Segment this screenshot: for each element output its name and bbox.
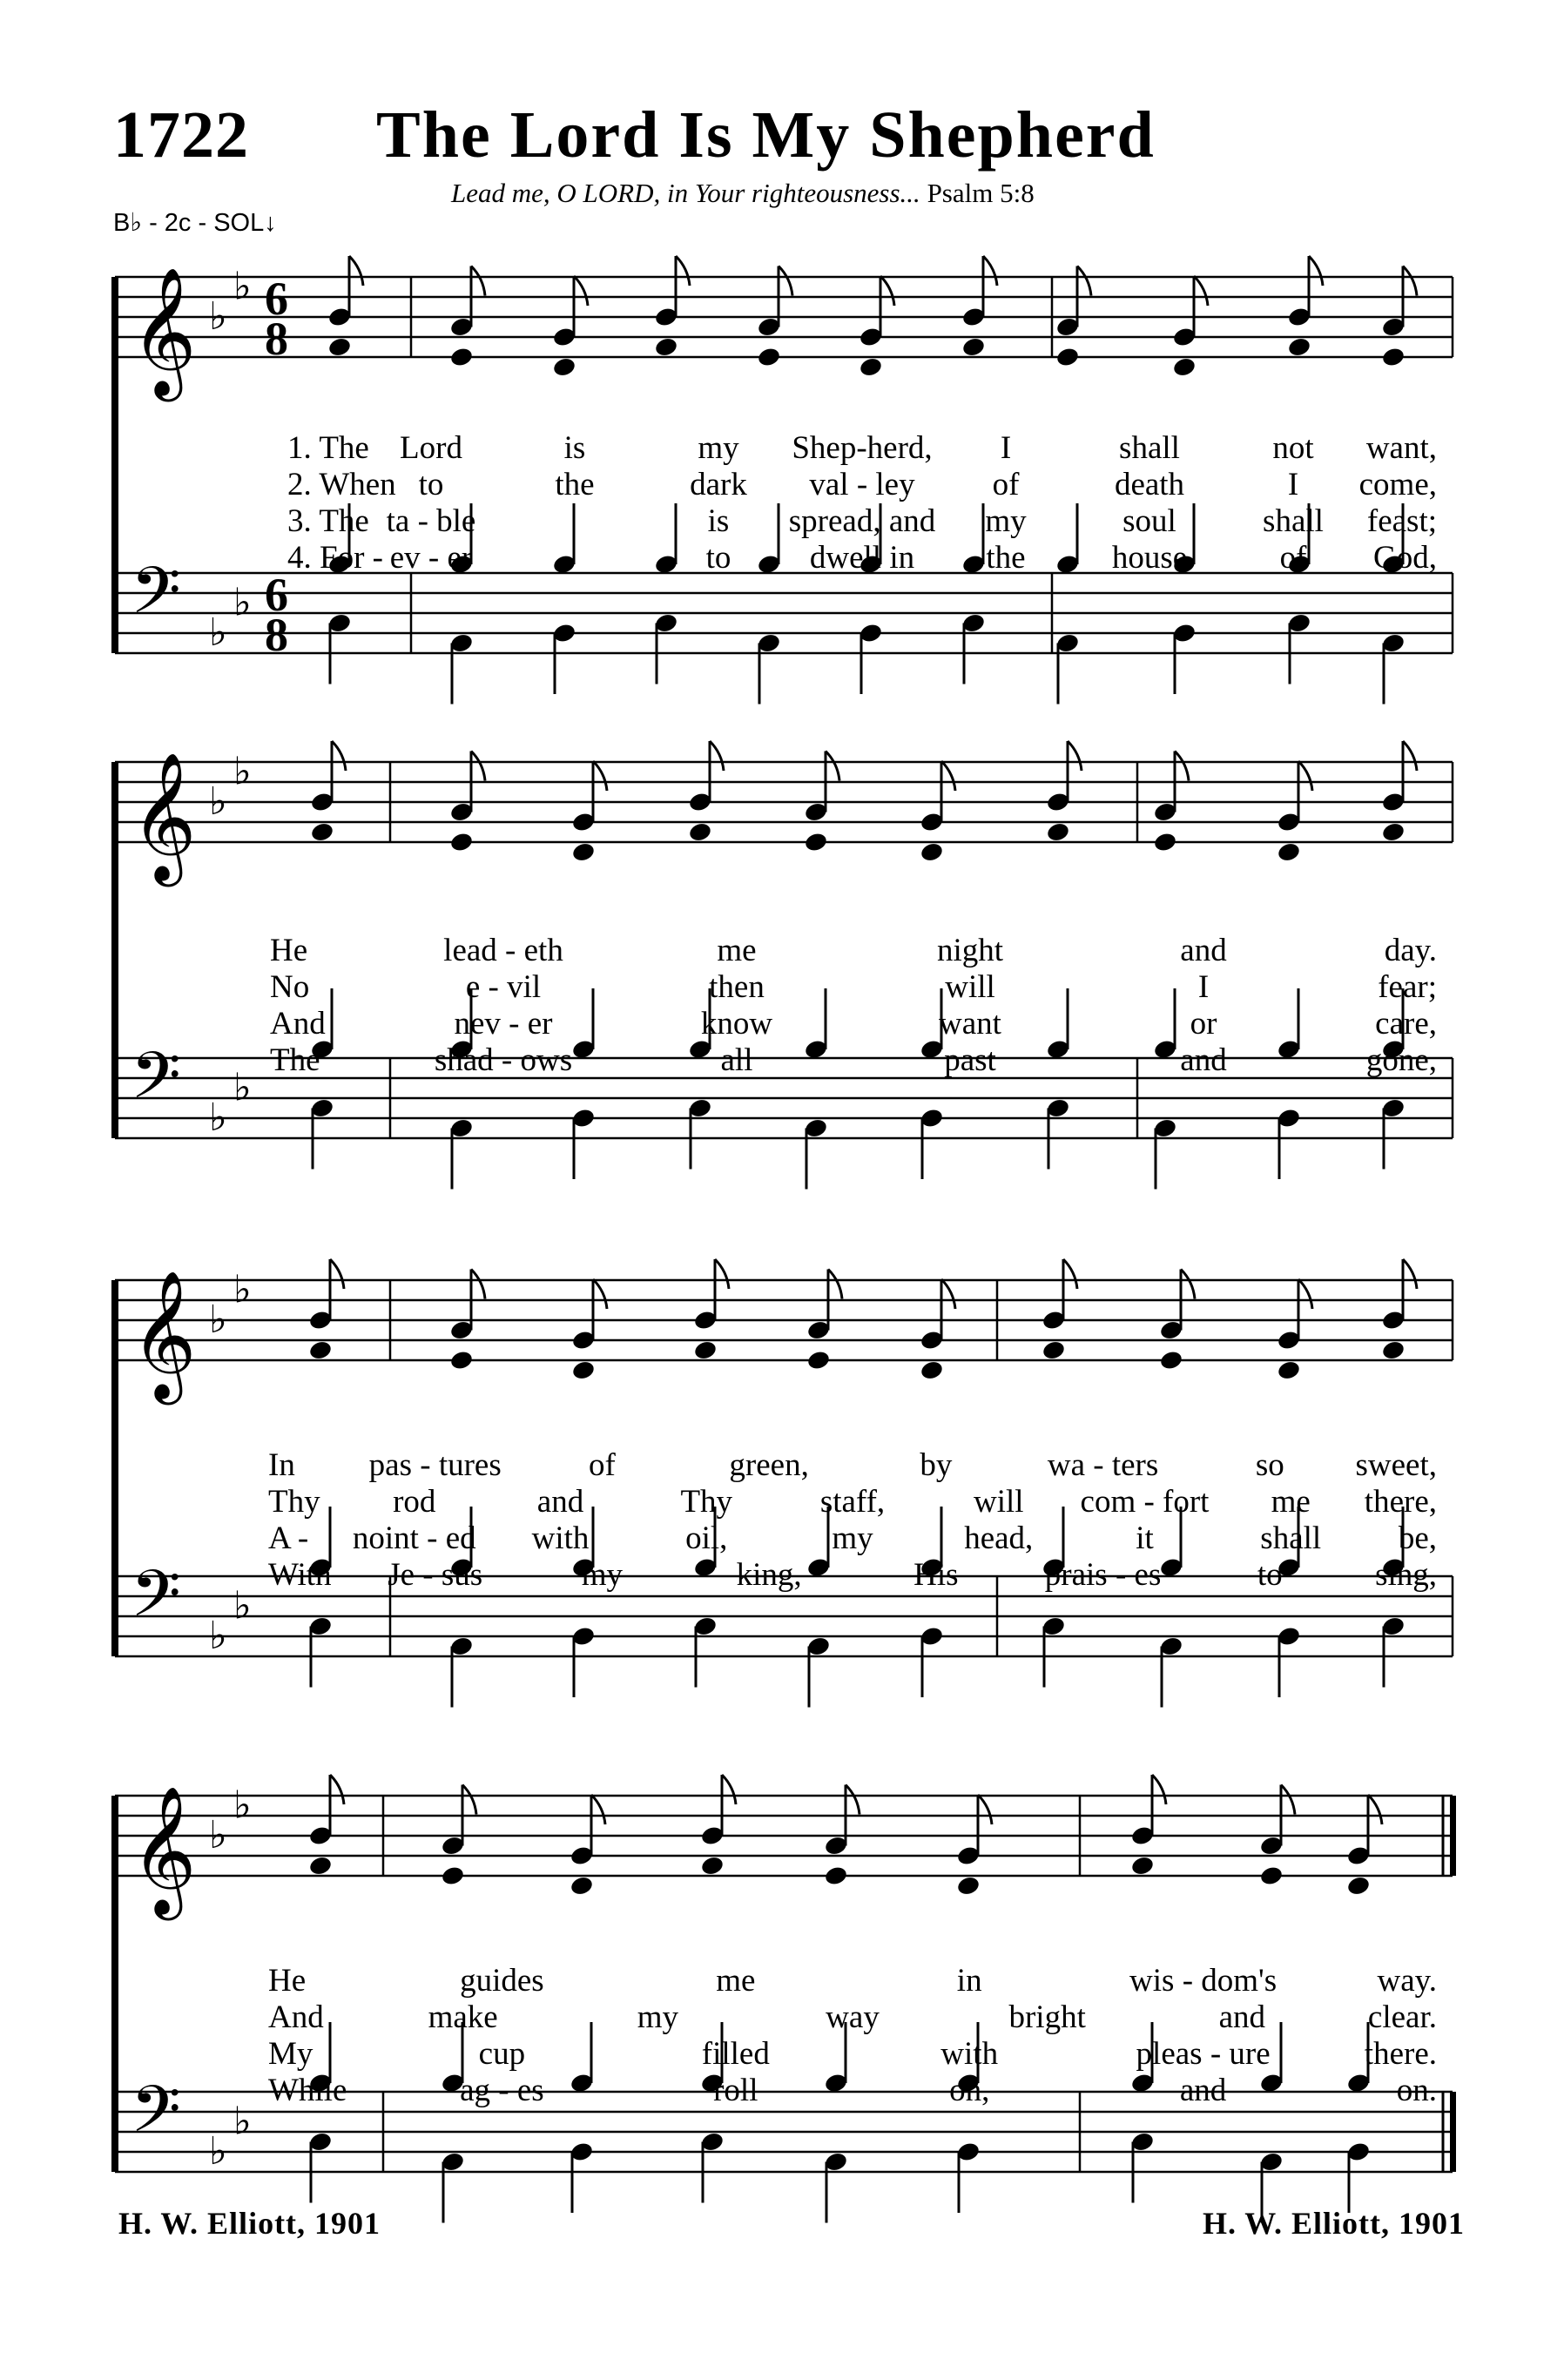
note-flag [1063,1259,1077,1289]
treble-note [570,1795,605,1897]
notehead [1277,841,1302,863]
bass-clef-icon: 𝄢 [131,2072,181,2163]
lyric-syllable: my [637,1999,678,2035]
notehead [920,1359,945,1381]
notehead [693,1339,718,1361]
treble-note [1130,1775,1166,1877]
treble-note [1172,276,1208,378]
lyric-syllable: and [1179,2073,1227,2108]
notehead [757,346,782,367]
lyric-syllable: me [716,1963,756,1999]
hymn-title: The Lord Is My Shepherd [376,98,1156,172]
lyric-syllable: me [1271,1484,1311,1520]
lyric-syllable: to [1257,1557,1283,1593]
lyric-syllable: No [270,969,310,1005]
lyric-syllable: And [268,1999,324,2035]
lyric-syllable: so [1255,1447,1284,1483]
note-flag [676,256,690,286]
lyric-syllable: king, [736,1557,802,1593]
treble-note [1046,741,1082,843]
treble-note [920,1279,955,1381]
notehead [1042,1339,1067,1361]
note-flag [1403,1259,1417,1289]
lyric-syllable: A - [268,1520,309,1556]
flat-icon: ♭ [209,610,227,655]
lyric-syllable: come, [1358,467,1437,502]
lyric-syllable: to [418,467,444,502]
notehead [1346,1875,1372,1897]
lyric-syllable: staff, [819,1484,886,1520]
note-flag [779,266,792,296]
notehead [570,1875,595,1897]
lyric-syllable: all [720,1042,753,1078]
note-flag [349,256,363,286]
note-flag [593,1279,607,1309]
note-flag [1403,266,1417,296]
notehead [308,1855,334,1877]
notehead [1381,1339,1406,1361]
lyric-syllable: And [270,1006,326,1042]
lyric-syllable: Thy [268,1484,320,1520]
notehead [961,336,987,358]
lyric-syllable: the [986,540,1026,576]
credit-left: H. W. Elliott, 1901 [118,2206,381,2241]
lyric-syllable: of [589,1447,616,1483]
lyric-syllable: clear. [1367,1999,1437,2035]
lyric-syllable: is [563,430,586,466]
notehead [310,821,335,843]
treble-note [1042,1259,1077,1361]
notehead [804,831,829,853]
note-flag [330,1259,344,1289]
lyric-syllable: Je - sus [388,1557,483,1593]
system-bracket [111,1796,118,2172]
final-barline [1450,2092,1456,2172]
bass-clef-icon: 𝄢 [131,553,181,644]
lyric-syllable: I [1287,467,1299,502]
treble-staff [115,750,1453,887]
system-3 [111,1259,1453,1708]
flat-icon: ♭ [209,779,227,824]
lyric-syllable: val - ley [809,467,915,502]
flat-icon: ♭ [233,264,252,309]
notehead [552,356,577,378]
treble-note [700,1775,736,1877]
flat-icon: ♭ [233,749,252,794]
flat-icon: ♭ [233,2099,252,2144]
notehead [1046,821,1071,843]
notehead [700,1855,725,1877]
lyric-syllable: shall [1119,430,1180,466]
treble-note [1346,1795,1382,1897]
treble-clef-icon: 𝄞 [131,752,197,881]
treble-staff [115,1268,1453,1406]
lyric-syllable: be, [1398,1520,1437,1556]
lyric-syllable: prais - es [1044,1557,1162,1593]
credit-right: H. W. Elliott, 1901 [1202,2206,1465,2241]
note-flag [1298,761,1312,791]
lyric-syllable: wis - dom's [1129,1963,1277,1999]
lyric-syllable: want [939,1006,1001,1042]
notehead [449,1349,475,1371]
system-bracket [111,762,118,1138]
notehead [308,1339,334,1361]
bass-note [571,988,597,1179]
treble-note [571,1279,607,1381]
lyric-syllable: dark [690,467,747,502]
note-flag [1181,1270,1195,1299]
lyric-syllable: Thy [680,1484,733,1520]
notehead [449,831,475,853]
note-flag [715,1259,729,1289]
lyric-syllable: way. [1377,1963,1437,1999]
note-flag [1077,266,1091,296]
lyric-syllable: wa - ters [1047,1447,1159,1483]
lyric-syllable: pleas - ure [1136,2036,1271,2072]
notehead [1153,831,1178,853]
note-flag [593,761,607,791]
lyric-syllable: not [1272,430,1314,466]
final-barline [1450,1796,1456,1876]
lyric-syllable: Lord [400,430,462,466]
lyric-syllable: is [707,503,730,539]
treble-note [688,741,724,843]
note-flag [941,761,955,791]
lyric-syllable: my [832,1520,873,1556]
notehead [1055,346,1081,367]
lyric-syllable: shall [1263,503,1324,539]
hymn-number: 1722 [113,98,249,172]
lyric-syllable: roll [713,2073,758,2108]
lyric-syllable: 3. The [287,503,369,539]
note-flag [1281,1785,1295,1815]
lyric-syllable: know [700,1006,773,1042]
treble-note [308,1259,344,1361]
treble-note [552,276,588,378]
bass-note [552,503,577,694]
time-signature-bottom: 8 [265,313,288,365]
system-2 [111,741,1453,1190]
lyric-syllable: day. [1384,933,1437,968]
lyric-syllable: me [717,933,757,968]
notehead [327,336,353,358]
lyric-syllable: ta - ble [386,503,476,539]
notehead [1381,346,1406,367]
lyric-syllable: soul [1122,503,1176,539]
note-flag [1309,256,1323,286]
lyric-syllable: and [1180,933,1227,968]
system-4 [111,1775,1456,2223]
flat-icon: ♭ [209,294,227,339]
note-flag [1298,1279,1312,1309]
note-flag [710,741,724,771]
notehead [956,1875,981,1897]
flat-icon: ♭ [233,1267,252,1312]
treble-note [1277,1279,1312,1381]
lyric-syllable: ev - er [389,540,473,576]
lyric-syllable: there. [1364,2036,1437,2072]
lyric-syllable: past [944,1042,996,1078]
lyric-syllable: sweet, [1355,1447,1437,1483]
epigraph-text: Lead me, O LORD, in Your righteousness... [451,178,920,208]
note-flag [471,1270,485,1299]
lyric-syllable: of [1279,540,1307,576]
treble-staff [115,1783,1456,1921]
note-flag [846,1785,860,1815]
lyric-syllable: He [268,1963,307,1999]
flat-icon: ♭ [209,1614,227,1658]
lyric-syllable: bright [1008,1999,1086,2035]
treble-clef-icon: 𝄞 [131,1785,197,1915]
lyric-syllable: I [1000,430,1012,466]
lyric-syllable: will [945,969,995,1005]
lyric-syllable: I [1197,969,1210,1005]
lyric-syllable: on, [949,2073,990,2108]
lyric-syllable: cup [478,2036,526,2072]
lyric-syllable: death [1114,467,1185,502]
lyric-syllable: and [1218,1999,1266,2035]
note-flag [828,1270,842,1299]
notehead [1287,336,1312,358]
flat-icon: ♭ [233,1065,252,1110]
system-bracket [111,277,118,653]
lyric-syllable: and [1180,1042,1227,1078]
bass-note [1153,988,1178,1190]
notehead [654,336,679,358]
note-flag [880,276,894,306]
flat-icon: ♭ [233,1583,252,1628]
notehead [571,841,597,863]
treble-note [1381,1259,1417,1361]
bass-note [804,988,829,1190]
flat-icon: ♭ [233,1783,252,1828]
lyric-syllable: He [270,933,308,968]
time-signature-bottom: 8 [265,609,288,661]
lyric-syllable: of [992,467,1020,502]
lyric-syllable: fear; [1378,969,1437,1005]
lyric-syllable: will [973,1484,1024,1520]
treble-note [956,1795,992,1897]
lyric-syllable: on. [1396,2073,1437,2108]
key-info: B♭ - 2c - SOL↓ [113,209,277,237]
bass-note [570,2022,595,2213]
lyric-syllable: With [268,1557,332,1593]
treble-note [961,256,997,358]
notehead [806,1349,832,1371]
flat-icon: ♭ [209,1298,227,1342]
lyric-syllable: filled [701,2036,770,2072]
note-flag [471,266,485,296]
lyric-syllable: to [705,540,731,576]
note-flag [978,1795,992,1824]
note-flag [1403,741,1417,771]
lyric-syllable: my [581,1557,624,1593]
lyric-syllable: and [536,1484,584,1520]
notehead [1159,1349,1184,1371]
note-flag [941,1279,955,1309]
lyric-syllable: shall [1260,1520,1322,1556]
treble-clef-icon: 𝄞 [131,1270,197,1399]
lyric-syllable: care, [1375,1006,1437,1042]
note-flag [983,256,997,286]
epigraph-reference: Psalm 5:8 [927,178,1035,208]
bass-clef-icon: 𝄢 [131,1038,181,1129]
notehead [688,821,713,843]
note-flag [330,1775,344,1804]
lyric-syllable: or [1190,1006,1217,1042]
time-signature-top: 6 [265,273,288,325]
treble-note [654,256,690,358]
lyric-syllable: by [920,1447,953,1483]
lyric-syllable: with [531,1520,590,1556]
note-flag [1194,276,1208,306]
lyric-syllable: e - vil [465,969,542,1005]
notehead [441,1864,466,1886]
note-flag [1068,741,1082,771]
bass-note [757,503,782,705]
note-flag [1368,1795,1382,1824]
lyric-syllable: it [1136,1520,1154,1556]
lyric-syllable: shad - ows [434,1042,573,1078]
notehead [1381,821,1406,843]
bass-clef-icon: 𝄢 [131,1556,181,1648]
lyric-syllable: rod [393,1484,436,1520]
time-signature-top: 6 [265,569,288,621]
lyric-syllable: pas - tures [368,1447,502,1483]
lyric-syllable: guides [460,1963,544,1999]
notehead [824,1864,849,1886]
lyric-syllable: spread, and [788,503,936,539]
system-bracket [111,1280,118,1656]
lyric-syllable: nev - er [454,1006,553,1042]
notehead [1172,356,1197,378]
flat-icon: ♭ [209,1813,227,1857]
lyric-syllable: with [940,2036,999,2072]
bass-note [1277,988,1302,1179]
lyric-syllable: green, [729,1447,809,1483]
treble-note [1277,761,1312,863]
treble-note [327,256,363,358]
notehead [920,841,945,863]
notehead [571,1359,597,1381]
notehead [1259,1864,1284,1886]
note-flag [1175,752,1189,781]
bass-note [806,1507,832,1708]
lyric-syllable: lead - eth [443,933,563,968]
lyric-syllable: way [826,1999,880,2035]
note-flag [471,752,485,781]
lyric-syllable: 1. The [287,430,369,466]
lyric-syllable: His [913,1557,959,1593]
lyric-syllable: Shep-herd, [792,430,933,466]
lyric-syllable: want, [1365,430,1437,466]
treble-note [859,276,894,378]
lyric-syllable: there, [1364,1484,1437,1520]
notehead [1277,1359,1302,1381]
bass-note [824,2022,849,2223]
lyric-syllable: dwell in [809,540,915,576]
treble-note [1287,256,1323,358]
note-flag [591,1795,605,1824]
lyric-syllable: noint - ed [352,1520,476,1556]
treble-note [920,761,955,863]
lyric-syllable: gone, [1365,1042,1437,1078]
bass-note [1159,1507,1184,1708]
lyric-syllable: God, [1373,540,1437,576]
lyric-syllable: oil, [685,1520,728,1556]
lyric-syllable: in [956,1963,982,1999]
lyric-syllable: my [698,430,739,466]
note-flag [462,1785,476,1815]
lyric-syllable: 2. When [287,467,396,502]
lyric-syllable: night [936,933,1004,968]
note-flag [574,276,588,306]
flat-icon: ♭ [233,580,252,625]
treble-clef-icon: 𝄞 [131,266,197,396]
note-flag [332,741,346,771]
treble-note [1381,741,1417,843]
lyric-syllable: make [428,1999,498,2035]
notehead [1130,1855,1156,1877]
notehead [859,356,884,378]
lyric-syllable: ag - es [460,2073,544,2108]
lyric-syllable: the [555,467,595,502]
flat-icon: ♭ [209,2129,227,2174]
system-1 [111,256,1453,705]
bass-note [441,2022,466,2223]
bass-note [1055,503,1081,705]
lyric-syllable: head, [964,1520,1034,1556]
note-flag [826,752,839,781]
lyric-syllable: While [268,2073,347,2108]
note-flag [722,1775,736,1804]
treble-note [310,741,346,843]
treble-note [693,1259,729,1361]
lyric-syllable: com - fort [1080,1484,1210,1520]
lyric-syllable: house [1111,540,1188,576]
lyric-syllable: sing, [1375,1557,1437,1593]
bass-note [920,1507,945,1697]
lyric-syllable: then [709,969,765,1005]
lyric-syllable: 4. For - [287,540,383,576]
treble-note [571,761,607,863]
notehead [449,346,475,367]
lyric-syllable: my [985,503,1027,539]
lyric-syllable: feast; [1366,503,1437,539]
note-flag [1152,1775,1166,1804]
treble-staff [115,265,1453,402]
flat-icon: ♭ [209,1096,227,1140]
lyric-syllable: The [270,1042,320,1078]
lyric-syllable: My [268,2036,313,2072]
treble-note [308,1775,344,1877]
lyric-syllable: In [268,1447,295,1483]
